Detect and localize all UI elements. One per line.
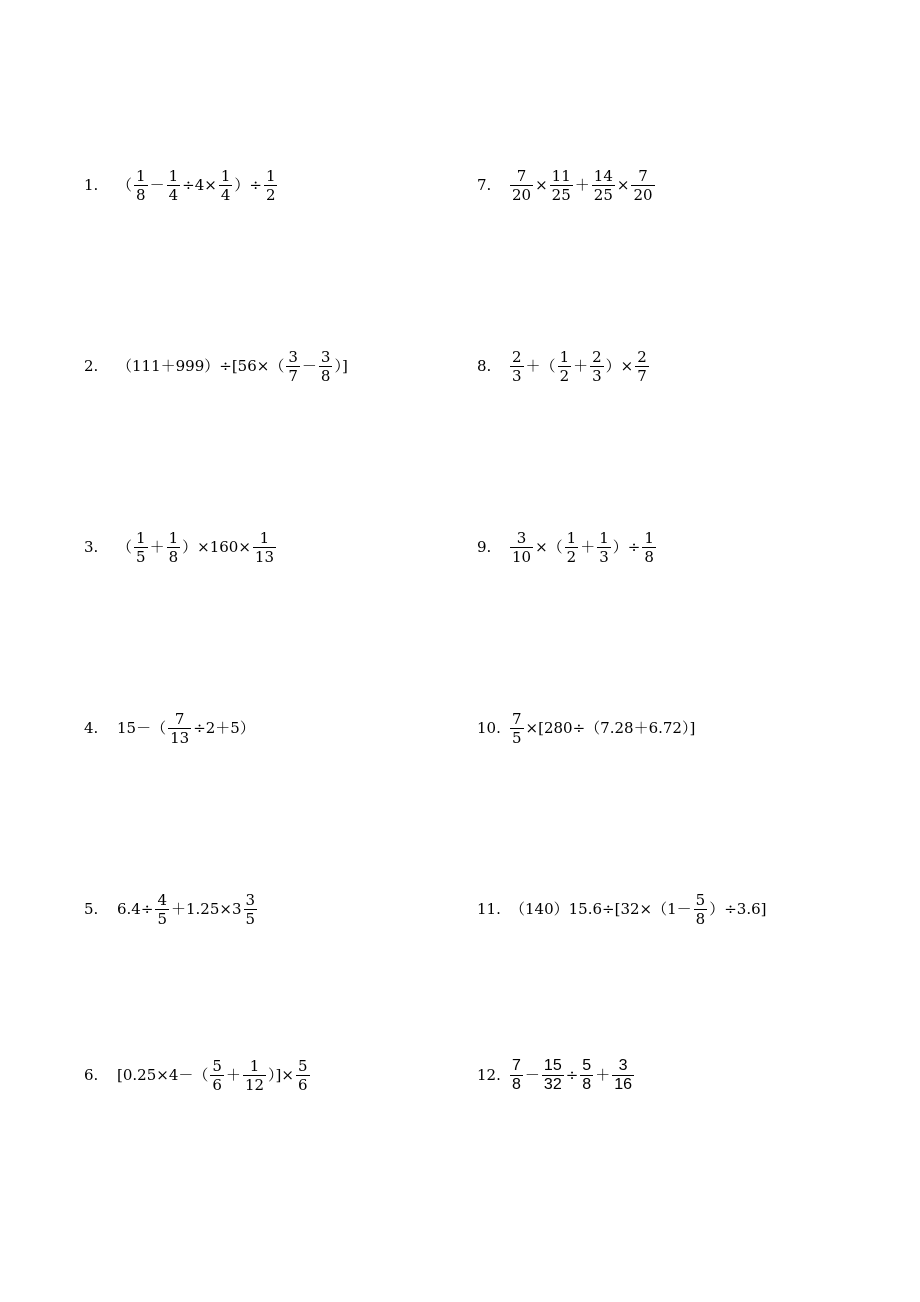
fraction-numerator: 3 [320, 347, 331, 366]
expression-text: ）]× [268, 1065, 294, 1084]
problem-number: 8. [477, 356, 492, 375]
fraction [243, 1057, 266, 1094]
fraction-denominator: 20 [633, 185, 653, 204]
fraction [558, 348, 572, 385]
fraction-numerator: 1 [599, 528, 609, 547]
fraction-numerator: 5 [297, 1056, 308, 1075]
fraction-denominator: 5 [136, 547, 146, 566]
expression-text: × [616, 175, 630, 194]
fraction-numerator: 4 [157, 890, 167, 909]
fraction [134, 529, 148, 566]
fraction-denominator: 7 [637, 366, 647, 385]
fraction [694, 891, 708, 928]
fraction-denominator: 7 [288, 366, 298, 385]
fraction [597, 529, 611, 566]
expression-text: × [535, 175, 548, 194]
fraction [167, 529, 181, 566]
fraction [155, 891, 169, 928]
expression-text: － [149, 175, 165, 194]
problem-expression [116, 529, 277, 566]
fraction [264, 167, 278, 204]
fraction-numerator: 3 [516, 528, 527, 547]
problem-6 [84, 1051, 311, 1099]
fraction-numerator: 11 [551, 166, 571, 185]
fraction [635, 348, 649, 385]
fraction-numerator: 1 [644, 528, 654, 547]
fraction-denominator: 3 [592, 366, 602, 385]
fraction [565, 529, 579, 566]
fraction-denominator: 8 [644, 547, 654, 566]
fraction-numerator: 1 [220, 166, 231, 185]
fraction-denominator: 4 [168, 185, 179, 204]
fraction [631, 167, 654, 204]
problem-number: 7. [477, 175, 492, 194]
fraction-denominator: 25 [551, 185, 571, 204]
expression-text: ÷4× [182, 175, 217, 194]
fraction-numerator: 14 [593, 166, 613, 185]
problem-number: 1. [84, 175, 99, 194]
problem-11 [477, 885, 767, 933]
fraction-denominator: 5 [512, 728, 522, 747]
problem-expression [509, 1057, 635, 1094]
fraction [590, 348, 604, 385]
fraction-numerator: 2 [592, 347, 602, 366]
fraction-numerator: 1 [136, 528, 146, 547]
problem-number: 10. [477, 718, 501, 737]
expression-text: ＋1.25×3 [170, 899, 242, 918]
fraction-denominator: 8 [136, 185, 146, 204]
fraction-numerator: 3 [288, 347, 298, 366]
fraction-numerator: 7 [512, 709, 522, 728]
expression-text: ÷2＋5） [193, 718, 255, 737]
expression-text: （ [117, 537, 133, 556]
fraction-denominator: 20 [512, 185, 532, 204]
fraction-denominator: 5 [245, 909, 256, 928]
problem-7 [477, 161, 656, 209]
expression-text: （111＋999）÷[56×（ [117, 356, 285, 375]
problem-9 [477, 523, 657, 571]
fraction-denominator: 3 [512, 366, 522, 385]
fraction [550, 167, 573, 204]
fraction-numerator: 7 [638, 166, 648, 185]
problem-3 [84, 523, 277, 571]
expression-text: ＋ [573, 356, 589, 375]
fraction [134, 167, 148, 204]
expression-text: ）÷ [234, 175, 262, 194]
expression-text: ＋ [574, 175, 590, 194]
problem-10 [477, 704, 696, 752]
fraction-denominator: 13 [254, 547, 274, 566]
problem-1 [84, 161, 278, 209]
fraction [592, 167, 615, 204]
fraction-numerator: 3 [618, 1056, 628, 1074]
fraction-numerator: 1 [136, 166, 146, 185]
fraction [642, 529, 656, 566]
fraction-numerator: 5 [582, 1056, 592, 1074]
fraction-numerator: 1 [259, 528, 270, 547]
fraction [510, 710, 524, 747]
fraction [219, 167, 233, 204]
expression-text: （140）15.6÷[32×（1－ [510, 899, 692, 918]
problem-number: 5. [84, 899, 99, 918]
fraction-denominator: 4 [220, 185, 231, 204]
fraction-denominator: 25 [593, 185, 613, 204]
expression-text: ）× [605, 356, 634, 375]
fraction [580, 1057, 593, 1094]
problem-expression [509, 891, 767, 928]
fraction-denominator: 13 [170, 728, 190, 747]
fraction [244, 891, 258, 928]
expression-text: ）×160× [182, 537, 251, 556]
expression-text: （ [117, 175, 133, 194]
expression-text: 6.4÷ [117, 899, 154, 918]
fraction-denominator: 5 [157, 909, 167, 928]
fraction-numerator: 1 [566, 528, 577, 547]
problem-number: 6. [84, 1065, 99, 1084]
problem-number: 12. [477, 1065, 501, 1084]
fraction-numerator: 5 [695, 890, 706, 909]
fraction-numerator: 7 [512, 1056, 521, 1074]
fraction [510, 529, 533, 566]
problem-expression [509, 167, 656, 204]
fraction [510, 348, 524, 385]
expression-text: ＋ [225, 1065, 241, 1084]
problem-4 [84, 704, 256, 752]
problem-expression [116, 1057, 311, 1094]
fraction-denominator: 8 [168, 547, 179, 566]
fraction-denominator: 8 [512, 1075, 521, 1093]
fraction-denominator: 3 [599, 547, 609, 566]
expression-text: ＋ [580, 537, 596, 556]
fraction-numerator: 7 [174, 709, 185, 728]
fraction-denominator: 10 [512, 547, 532, 566]
expression-text: ＋ [149, 537, 165, 556]
problem-number: 4. [84, 718, 99, 737]
fraction-numerator: 2 [637, 347, 647, 366]
fraction-numerator: 1 [168, 166, 179, 185]
fraction-numerator: 3 [245, 890, 256, 909]
problem-expression [116, 710, 256, 747]
fraction-denominator: 8 [582, 1075, 592, 1093]
fraction [319, 348, 333, 385]
fraction [168, 710, 191, 747]
problem-expression [116, 891, 258, 928]
problem-2 [84, 342, 349, 390]
expression-text: ）] [334, 356, 348, 375]
fraction-denominator: 8 [695, 909, 706, 928]
fraction [253, 529, 276, 566]
fraction [296, 1057, 310, 1094]
problem-expression [116, 167, 278, 204]
fraction-denominator: 12 [244, 1075, 265, 1094]
fraction-numerator: 1 [168, 528, 179, 547]
expression-text: ×[280÷（7.28＋6.72）] [525, 718, 696, 737]
problem-12 [477, 1051, 635, 1099]
problem-number: 2. [84, 356, 99, 375]
expression-text: ＋（ [525, 356, 556, 375]
fraction-numerator: 5 [212, 1056, 222, 1075]
expression-text: － [301, 356, 317, 375]
expression-text: － [524, 1065, 540, 1084]
fraction-denominator: 16 [614, 1075, 633, 1093]
fraction [210, 1057, 224, 1094]
expression-text: ）÷3.6] [709, 899, 767, 918]
fraction-denominator: 6 [297, 1075, 308, 1094]
fraction-denominator: 8 [320, 366, 331, 385]
problem-expression [509, 529, 657, 566]
fraction [542, 1057, 564, 1094]
expression-text: ）÷ [612, 537, 641, 556]
expression-text: ÷ [565, 1065, 579, 1084]
fraction-numerator: 1 [249, 1056, 260, 1075]
fraction-numerator: 2 [512, 347, 522, 366]
fraction-denominator: 2 [559, 366, 570, 385]
fraction-numerator: 1 [559, 347, 570, 366]
expression-text: ×（ [535, 537, 563, 556]
fraction [510, 1057, 523, 1094]
expression-text: [0.25×4－（ [117, 1065, 209, 1084]
fraction-numerator: 1 [265, 166, 276, 185]
expression-text: ＋ [595, 1065, 611, 1084]
problem-number: 11. [477, 899, 501, 918]
problem-number: 3. [84, 537, 99, 556]
problem-expression [509, 348, 650, 385]
fraction [510, 167, 533, 204]
fraction [612, 1057, 634, 1094]
expression-text: 15－（ [117, 718, 167, 737]
fraction-denominator: 2 [566, 547, 577, 566]
problem-5 [84, 885, 258, 933]
fraction-denominator: 32 [543, 1075, 562, 1093]
fraction-denominator: 2 [265, 185, 276, 204]
problem-number: 9. [477, 537, 492, 556]
fraction-numerator: 15 [543, 1056, 562, 1074]
problem-expression [509, 710, 696, 747]
fraction-denominator: 6 [212, 1075, 222, 1094]
fraction [167, 167, 181, 204]
problem-8 [477, 342, 650, 390]
fraction-numerator: 7 [516, 166, 527, 185]
fraction [286, 348, 300, 385]
problem-expression [116, 348, 349, 385]
